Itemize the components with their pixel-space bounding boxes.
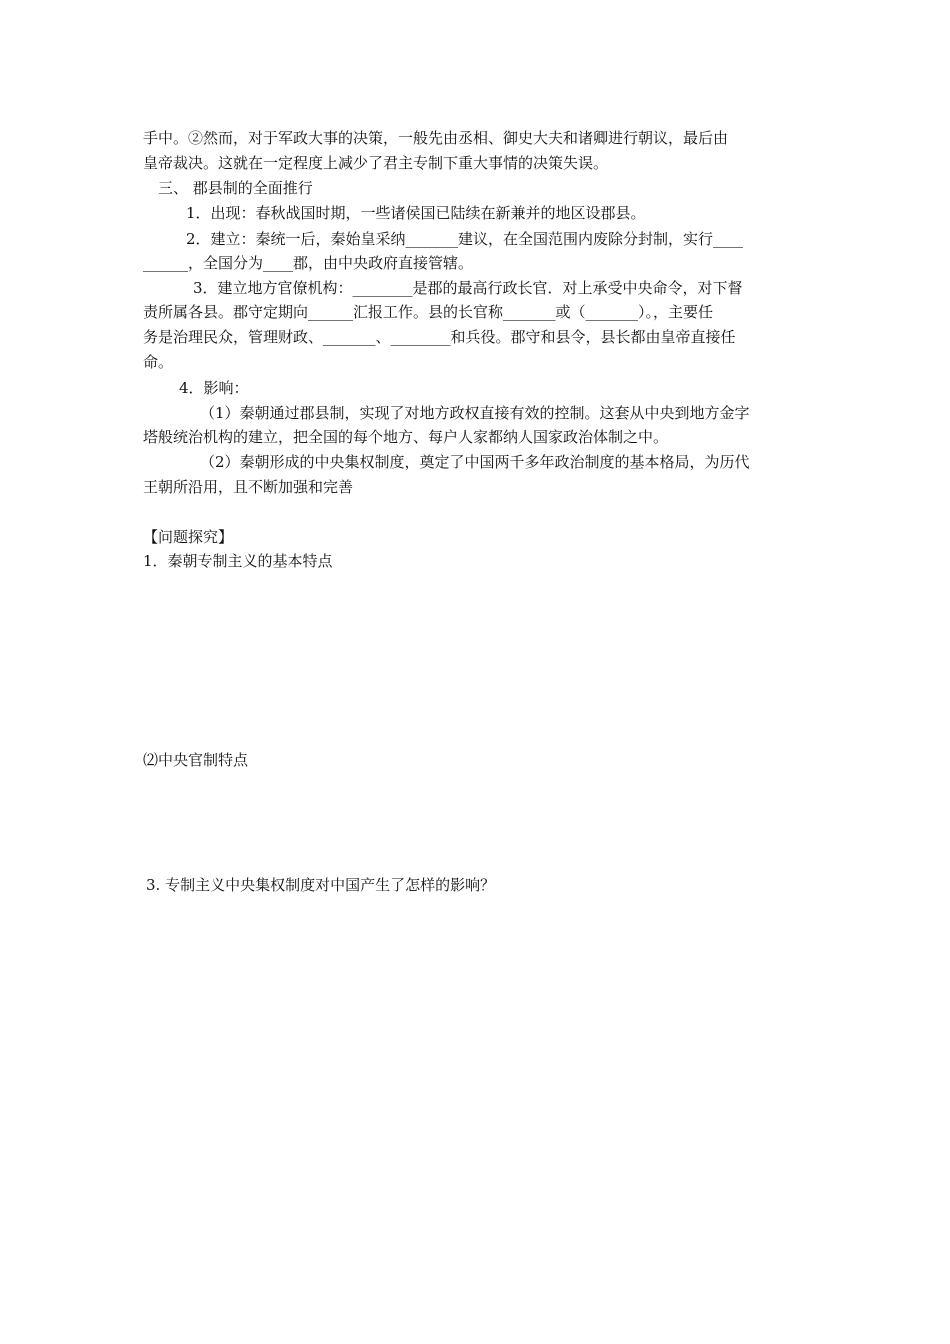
impact-item: （1）秦朝通过郡县制，实现了对地方政权直接有效的控制。这套从中央到地方金字 [200, 404, 750, 422]
section-heading: 三、 郡县制的全面推行 [158, 179, 313, 197]
question: ⑵中央官制特点 [143, 751, 249, 769]
paragraph-line: 皇帝裁决。这就在一定程度上减少了君主专制下重大事情的决策失误。 [143, 154, 609, 172]
list-item: 1．出现：春秋战国时期，一些诸侯国已陆续在新兼并的地区设郡县。 [186, 204, 646, 222]
impact-item: （2）秦朝形成的中央集权制度，奠定了中国两千多年政治制度的基本格局，为历代 [200, 453, 750, 471]
paragraph-line: 手中。②然而，对于军政大事的决策，一般先由丞相、御史大夫和诸卿进行朝议，最后由 [143, 129, 729, 147]
question: 3. 专制主义中央集权制度对中国产生了怎样的影响？ [146, 876, 496, 894]
list-item-continuation: ______，全国分为____郡，由中央政府直接管辖。 [143, 254, 474, 272]
impact-item-continuation: 王朝所沿用，且不断加强和完善 [143, 478, 354, 496]
list-item-continuation: 务是治理民众，管理财政、_______、________和兵役。郡守和县令，县长都由皇帝直接任 [143, 328, 736, 346]
list-item: 2．建立：秦统一后，秦始皇采纳_______建议，在全国范围内废除分封制，实行____ [186, 230, 744, 248]
list-item-continuation: 责所属各县。郡守定期向______汇报工作。县的长官称_______或（_______）。，主要任 [143, 303, 714, 321]
impact-item-continuation: 塔般统治机构的建立，把全国的每个地方、每户人家都纳人国家政治体制之中。 [143, 428, 669, 446]
section-heading: 【问题探究】 [143, 528, 234, 546]
list-item-continuation: 命。 [143, 353, 174, 371]
list-item: 3．建立地方官僚机构：________是郡的最高行政长官．对上承受中央命令，对下督 [193, 279, 743, 297]
list-item: 4．影响： [179, 379, 249, 397]
question: 1．秦朝专制主义的基本特点 [143, 552, 333, 570]
